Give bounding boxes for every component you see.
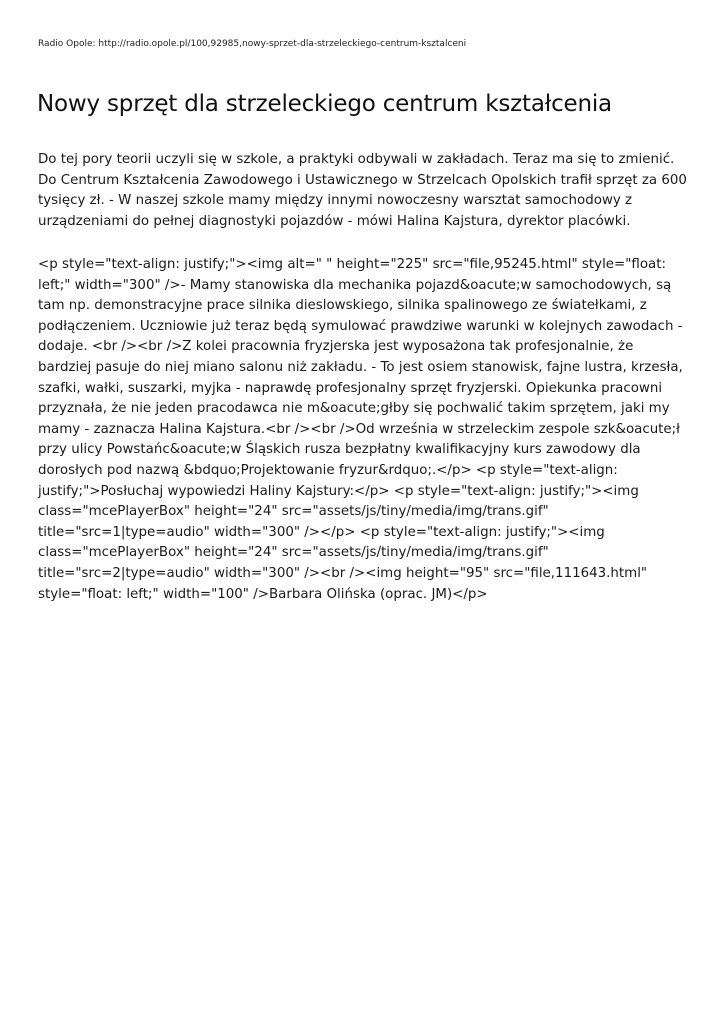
article-title: Nowy sprzęt dla strzeleckiego centrum kształcenia (37, 91, 612, 117)
article-body-raw-html-text: <p style="text-align: justify;"><img alt=" " height="225" src="file,95245.html" style="float: left;" width="300" />- Mamy stanowiska dla mechanika pojazd&oacute;w samochodowych, są tam np. demonstracyjne prace silnika dieslowskiego, silnika spalinowego ze światełkami, z podłączeniem. Uczniowie już teraz będą symulować prawdziwe warunki w kolejnych zawodach - dodaje. <br /><br />Z kolei pracownia fryzjerska jest wyposażona tak profesjonalnie, że bardziej pasuje do niej miano salonu niż zakładu. - To jest osiem stanowisk, fajne lustra, krzesła, szafki, wałki, suszarki, myjka - naprawdę profesjonalny sprzęt fryzjerski. Opiekunka pracowni przyznała, że nie jeden pracodawca nie m&oacute;głby się pochwalić takim sprzętem, jaki my mamy - zaznacza Halina Kajstura.<br /><br />Od września w strzeleckim zespole szk&oacute;ł przy ulicy Powstańc&oacute;w Śląskich rusza bezpłatny kwalifikacyjny kurs zawodowy dla dorosłych pod nazwą &bdquo;Projektowanie fryzur&rdquo;.</p> <p style="text-align: justify;">Posłuchaj wypowiedzi Haliny Kajstury:</p> <p style="text-align: justify;"><img class="mcePlayerBox" height="24" src="assets/js/tiny/media/img/trans.gif" title="src=1|type=audio" width="300" /></p> <p style="text-align: justify;"><img class="mcePlayerBox" height="24" src="assets/js/tiny/media/img/trans.gif" title="src=2|type=audio" width="300" /><br /><img height="95" src="file,111643.html" style="float: left;" width="100" />Barbara Olińska (oprac. JM)</p> (38, 257, 683, 602)
source-url-line: Radio Opole: http://radio.opole.pl/100,92985,nowy-sprzet-dla-strzeleckiego-centrum-ksztalceni (38, 39, 467, 49)
article-lead-paragraph: Do tej pory teorii uczyli się w szkole, a praktyki odbywali w zakładach. Teraz ma się to zmienić. Do Centrum Kształcenia Zawodowego i Ustawicznego w Strzelcach Opolskich trafił sprzęt za 600 tysięcy zł. - W naszej szkole mamy między innymi nowoczesny warsztat samochodowy z urządzeniami do pełnej diagnostyki pojazdów - mówi Halina Kajstura, dyrektor placówki. (38, 152, 687, 229)
